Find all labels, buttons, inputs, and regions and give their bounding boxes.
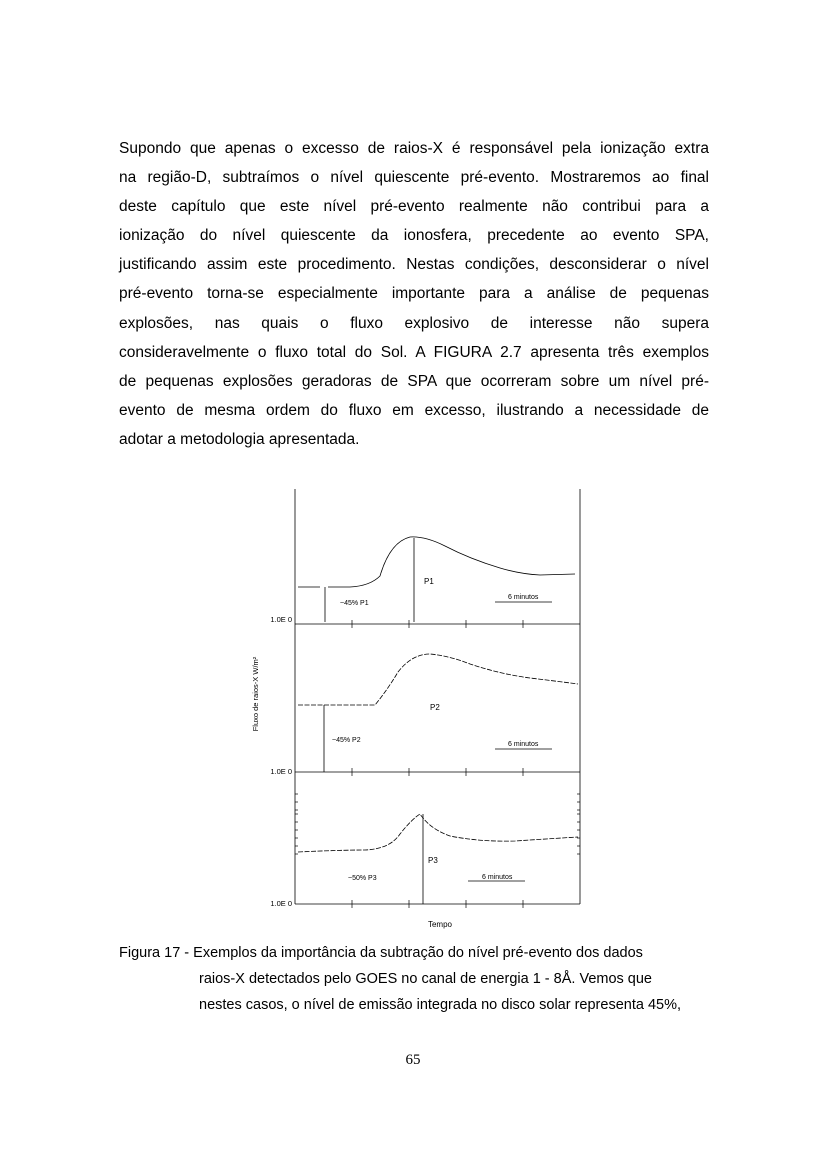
panel-1-scale-label: 6 minutos [508, 594, 539, 601]
panel-2-baseline-label: ~45% P2 [332, 737, 361, 744]
caption-text: Exemplos da importância da subtração do nível pré-evento dos dados [193, 945, 643, 961]
panel-1-baseline-label: ~45% P1 [340, 600, 369, 607]
paragraph-line: ionização do nível quiescente da ionosfera, precedente ao evento SPA, [119, 227, 709, 245]
panel-3-scale-label: 6 minutos [482, 874, 513, 881]
panel-2-scale-label: 6 minutos [508, 741, 539, 748]
panel-3-curve [298, 814, 578, 852]
panel-1-y-tick-label: 1.0E 0 [270, 615, 292, 624]
paragraph-line: evento de mesma ordem do fluxo em excesso, ilustrando a necessidade de [119, 401, 709, 419]
panel-3-y-tick-label: 1.0E 0 [270, 899, 292, 908]
figure-caption [119, 940, 719, 1018]
panel-2-peak-label: P2 [430, 703, 440, 712]
paragraph-line: adotar a metodologia apresentada. [119, 430, 360, 448]
body-paragraph [119, 134, 709, 454]
paragraph-line: pré-evento torna-se especialmente importante para a análise de pequenas [119, 285, 709, 303]
caption-line: raios-X detectados pelo GOES no canal de energia 1 - 8Å. Vemos que [199, 971, 652, 987]
panel-1-peak-label: P1 [424, 577, 434, 586]
paragraph-line: Supondo que apenas o excesso de raios-X é responsável pela ionização extra [119, 140, 709, 157]
panel-1-curve [298, 537, 575, 587]
paragraph-line: de pequenas explosões geradoras de SPA que ocorreram sobre um nível pré- [119, 372, 709, 390]
paragraph-line: deste capítulo que este nível pré-evento realmente não contribui para a [119, 198, 709, 216]
caption-line [119, 940, 719, 966]
caption-prefix: Figura 17 - [119, 945, 194, 961]
paragraph-line: explosões, nas quais o fluxo explosivo de interesse não supera [119, 314, 709, 332]
paragraph-line: na região-D, subtraímos o nível quiescente pré-evento. Mostraremos ao final [119, 169, 709, 187]
page-number: 65 [405, 1052, 421, 1068]
panel-2-y-tick-label: 1.0E 0 [270, 767, 292, 776]
panel-3-baseline-label: ~50% P3 [348, 875, 377, 882]
panel-2-curve [298, 654, 578, 705]
paragraph-line: justificando assim este procedimento. Nestas condições, desconsiderar o nível [119, 256, 709, 274]
x-axis-label: Tempo [427, 920, 453, 929]
y-axis-label: Fluxo de raios-X W/m² [251, 656, 260, 732]
panel-3-peak-label: P3 [428, 856, 438, 865]
xray-flux-chart [240, 484, 584, 934]
xray-flux-figure [240, 484, 584, 934]
paragraph-line: consideravelmente o fluxo total do Sol. A FIGURA 2.7 apresenta três exemplos [119, 343, 709, 361]
caption-line: nestes casos, o nível de emissão integrada no disco solar representa 45%, [199, 997, 681, 1013]
